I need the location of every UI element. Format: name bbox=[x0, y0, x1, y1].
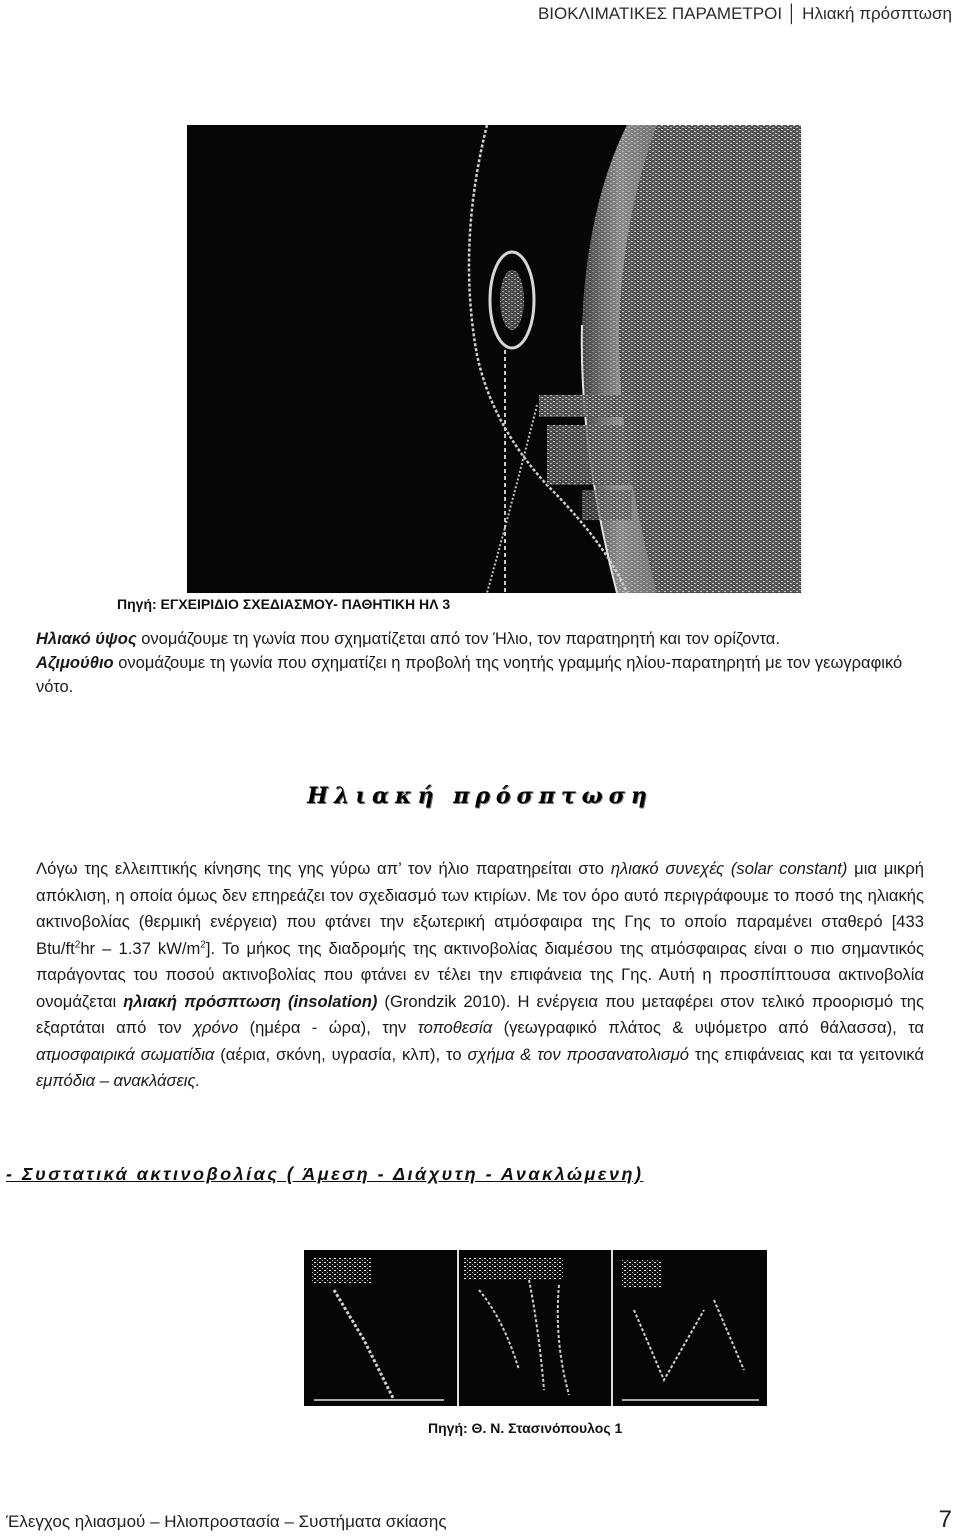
figure-2-caption: Πηγή: Θ. Ν. Στασινόπουλος 1 bbox=[428, 1420, 623, 1436]
radiation-components-figure bbox=[304, 1250, 767, 1406]
running-header: ΒΙΟΚΛΙΜΑΤΙΚΕΣ ΠΑΡΑΜΕΤΡΟΙ │ Ηλιακή πρόσπτωση bbox=[537, 4, 952, 23]
sun-path-figure bbox=[187, 125, 801, 593]
intro-line-2: Αζιμούθιο ονομάζουμε τη γωνία που σχηματίζει η προβολή της νοητής γραμμής ηλίου-παρατηρητή με τον γεωγραφικό νότο. bbox=[36, 654, 903, 696]
radiation-components-illustration bbox=[304, 1250, 767, 1406]
term-azimuth: Αζιμούθιο bbox=[36, 654, 114, 672]
section-title: Ηλιακή πρόσπτωση bbox=[307, 783, 653, 809]
term-insolation: ηλιακή πρόσπτωση (insolation) bbox=[123, 991, 378, 1011]
figure-1-caption: Πηγή: ΕΓΧΕΙΡΙΔΙΟ ΣΧΕΔΙΑΣΜΟΥ- ΠΑΘΗΤΙΚΗ ΗΛ 3 bbox=[117, 596, 451, 612]
body-paragraph: Λόγω της ελλειπτικής κίνησης της γης γύρω απ’ τον ήλιο παρατηρείται στο ηλιακό συνεχές (solar constant) μια μικρή απόκλιση, η οποία όμως δεν επηρεάζει τον σχεδιασμό των κτιρίων. Με τον όρο αυτό περιγράφουμε το ποσό της ηλιακής ακτινοβολίας (θερμική ενέργεια) που φτάνει την εξωτερική ατμόσφαιρα της Γης το οποίο παραμένει σταθερό [433 Btu/$ft^2hr - 1.37$ $kW/m^2$]. Το μήκος της διαδρομής της ακτινοβολίας διαμέσου της ατμόσφαιρας είναι ο πιο σημαντικός παράγοντας του ποσού ακτινοβολίας που φτάνει εν τέλει την επιφάνεια της Γης. Αυτή η προσπίπτουσα ακτινοβολία ονομάζεται ηλιακή πρόσπτωση (insolation) (Grondzik 2010). Η ενέργεια που μεταφέρει στον τελικό προορισμό της εξαρτάται από τον χρόνο (ημέρα - ώρα), την τοποθεσία (γεωγραφικό πλάτος & υψόμετρο από θάλασσα), τα ατμοσφαιρικά σωματίδια (αέρια, σκόνη, υγρασία, κλπ), το σχήμα & τον προσανατολισμό της επιφάνειας και τα γειτονικά εμπόδια – ανακλάσεις. bbox=[36, 859, 925, 1090]
intro-line-1: Ηλιακό ύψος ονομάζουμε τη γωνία που σχηματίζεται από τον Ήλιο, τον παρατηρητή και τον ορίζοντα. bbox=[36, 630, 780, 648]
sun-path-illustration bbox=[187, 125, 801, 593]
term-solar-altitude: Ηλιακό ύψος bbox=[36, 630, 137, 648]
page-number: 7 bbox=[938, 1506, 952, 1533]
running-footer: Έλεγχος ηλιασμού – Ηλιοπροστασία – Συστήματα σκίασης bbox=[6, 1512, 447, 1531]
radiation-components-heading: - Συστατικά ακτινοβολίας ( Άμεση - Διάχυτη - Ανακλώμενη) bbox=[6, 1164, 644, 1184]
intro-paragraph bbox=[36, 627, 926, 699]
